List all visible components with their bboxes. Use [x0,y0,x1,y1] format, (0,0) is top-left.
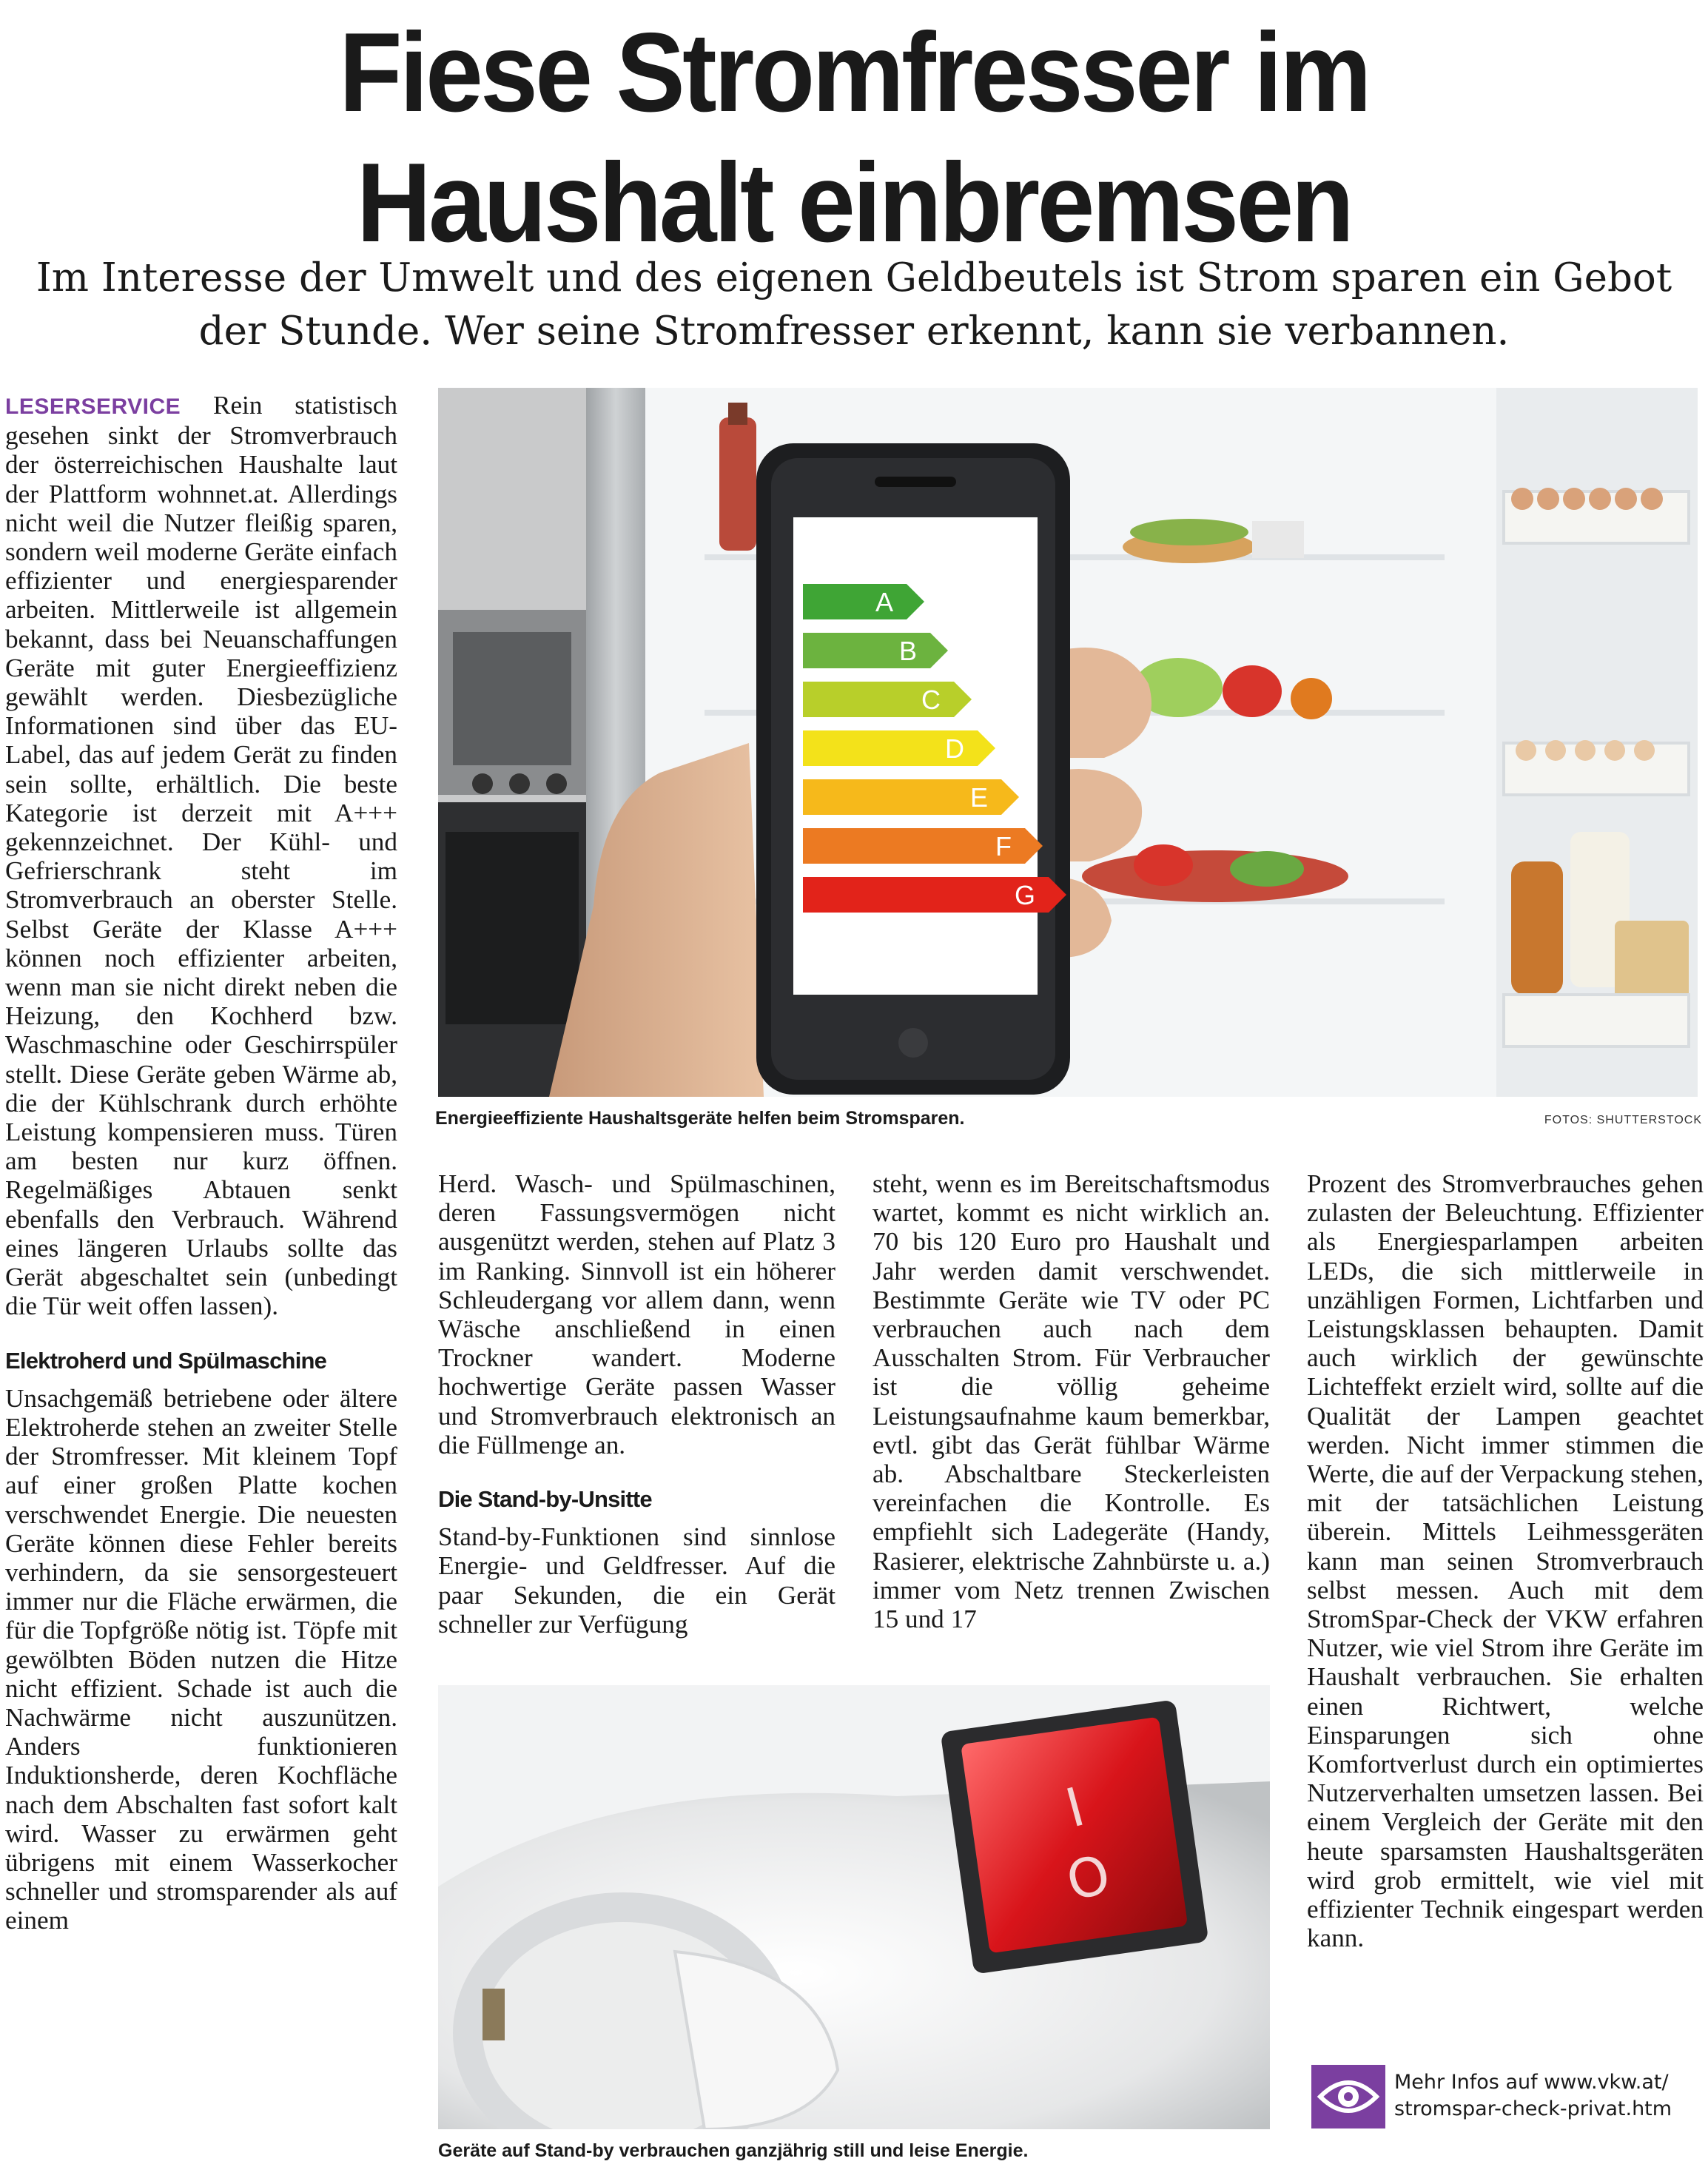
elektroherd-paragraph: Unsachgemäß betriebene oder ältere Elektroherde stehen an zweiter Stelle der Stromfresser. Mit kleinem Topf auf einer großen Platte kochen verschwendet Energie. Die neuesten Geräte können diese Fehler bereits verhindern, da sie sensorgesteuert immer nur die Fläche erwärmen, die für die Topfgröße nötig ist. Töpfe mit gewölbten Böden nutzen die Hitze nicht effizient. Schade ist auch die Nachwärme nicht auszunützen. Anders funktionieren Induktionsherde, deren Kochfläche nach dem Abschalten fast sofort kalt wird. Wasser zu erwärmen geht übrigens mit einem Wasserkocher schneller und stromsparender als auf einem [5,1383,397,1935]
fridge-photo-illustration [438,388,1698,1097]
info-icon-box [1311,2065,1385,2128]
headline [68,7,1639,268]
column-2 [438,1169,835,1639]
column-4-paragraph: Prozent des Stromverbrauches gehen zulasten der Beleuchtung. Effizienter als Energiesparlampen arbeiten LEDs, die sich mittlerweile in unzähligen Formen, Lichtfarben und Leistungsklassen behaupten. Damit auch wirklich der gewünschte Lichteffekt erzielt wird, sollte auf die Qualität der Lampen geachtet werden. Nicht immer stimmen die Werte, die auf der Verpackung stehen, mit der tatsächlichen Leistung überein. Mittels Leihmessgeräten kann man seinen Stromverbrauch selbst messen. Auch mit dem StromSpar-Check der VKW erfahren Nutzer, wie viel Strom ihre Geräte im Haushalt verbrauchen. Sie erhalten einen Richtwert, welche Einsparungen sich ohne Komfortverlust durch ein optimiertes Nutzerverhalten umsetzen lassen. Bei einem Vergleich der Geräte mit den heute sparsamsten Haushaltsgeräten wird grob ermittelt, wie viel mit effizienter Technik eingespart werden kann. [1307,1169,1704,1953]
info-line-1[interactable]: Mehr Infos auf www.vkw.at/ [1394,2071,1669,2094]
column-3-paragraph: steht, wenn es im Bereitschaftsmodus wartet, kommt es nicht wirklich an. 70 bis 120 Euro pro Haushalt und Jahr werden damit verschwendet. Bestimmte Geräte wie TV oder PC verbrauchen auch nach dem Ausschalten Strom. Für Verbraucher ist die völlig geheime Leistungsaufnahme kaum bemerkbar, evtl. gibt das Gerät fühlbar Wärme ab. Abschaltbare Steckerleisten vereinfachen die Kontrolle. Es empfiehlt sich Ladegeräte (Handy, Rasierer, elektrische Zahnbürste u. a.) immer vom Netz trennen Zwischen 15 und 17 [873,1169,1270,1634]
power-strip-illustration [438,1685,1270,2129]
eye-icon [1311,2065,1385,2128]
kicker: LESERSERVICE [5,394,181,419]
switch-off-symbol: O [1060,1842,1117,1914]
standby-paragraph: Stand-by-Funktionen sind sinnlose Energie- und Geldfresser. Auf die paar Sekunden, die ein Gerät schneller zur Verfügung [438,1522,835,1639]
intro-text: Rein statistisch gesehen sinkt der Stromverbrauch der österreichischen Haushalte laut der Plattform wohnnet.at. Allerdings nicht weil die Nutzer fleißig sparen, sondern weil moderne Geräte einfach effizienter und energiesparender arbeiten. Mittlerweile ist allgemein bekannt, dass bei Neuanschaffungen Geräte mit guter Energieeffizienz gewählt werden. Diesbezügliche Informationen sind über das EU-Label, das auf jedem Gerät zu finden sein sollte, erhältlich. Die beste Kategorie ist derzeit mit A+++ gekennzeichnet. Der Kühl- und Gefrierschrank steht im Stromverbrauch an oberster Stelle. Selbst Geräte der Klasse A+++ können noch effizienter arbeiten, wenn man sie nicht direkt neben die Heizung, den Kochherd bzw. Waschmaschine oder Geschirrspüler stellt. Diese Geräte geben Wärme ab, die der Kühlschrank durch erhöhte Leistung kompensieren muss. Türen am besten nur kurz öffnen. Regelmäßiges Abtauen senkt ebenfalls den Verbrauch. Während eines längeren Urlaubs sollte das Gerät abgeschaltet sein (unbedingt die Tür weit offen lassen). [5,391,397,1321]
energy-bar-label-c: C [921,685,941,715]
energy-bar-d [803,730,995,766]
subtitle-elektroherd: Elektroherd und Spülmaschine [5,1347,327,1374]
info-line-2[interactable]: stromspar-check-privat.htm [1394,2097,1672,2120]
subtitle-standby: Die Stand-by-Unsitte [438,1486,652,1513]
intro-paragraph [5,391,397,1321]
energy-bar-label-b: B [898,636,917,666]
column-3 [873,1169,1270,1633]
photo-fridge [438,388,1698,1097]
switch-on-symbol: I [1059,1775,1091,1840]
energy-bar-c [803,682,972,717]
headline-line-1: Fiese Stromfresser im [339,10,1369,135]
subheadline: Im Interesse der Umwelt und des eigenen Geldbeutels ist Strom sparen ein Gebot der Stunde. Wer seine Stromfresser erkennt, kann sie verbannen. [36,255,1672,354]
headline-line-2: Haushalt einbremsen [356,140,1352,266]
info-text [1394,2069,1705,2123]
column-1 [5,391,397,1935]
photo-power-strip [438,1685,1270,2129]
energy-bar-label-d: D [945,733,964,764]
energy-bar-label-e: E [969,782,988,813]
photo-credit: FOTOS: SHUTTERSTOCK [1544,1114,1702,1126]
energy-bar-label-g: G [1014,880,1035,910]
energy-bar-label-a: A [875,587,893,617]
energy-bar-a [803,584,924,619]
photo1-caption: Energieeffiziente Haushaltsgeräte helfen beim Stromsparen. [435,1108,965,1129]
energy-bar-label-f: F [995,831,1012,861]
column-4 [1307,1169,1704,1952]
energy-bar-b [803,633,948,668]
photo2-caption: Geräte auf Stand-by verbrauchen ganzjährig still und leise Energie. [438,2140,1029,2161]
waschmaschine-paragraph: Herd. Wasch- und Spülmaschinen, deren Fassungsvermögen nicht ausgenützt werden, stehen auf Platz 3 im Ranking. Sinnvoll ist ein höherer Schleudergang vor allem dann, wenn Wäsche anschließend in einen Trockner wandert. Moderne hochwertige Geräte passen Wasser und Stromverbrauch elektronisch an die Füllmenge an. [438,1169,835,1459]
